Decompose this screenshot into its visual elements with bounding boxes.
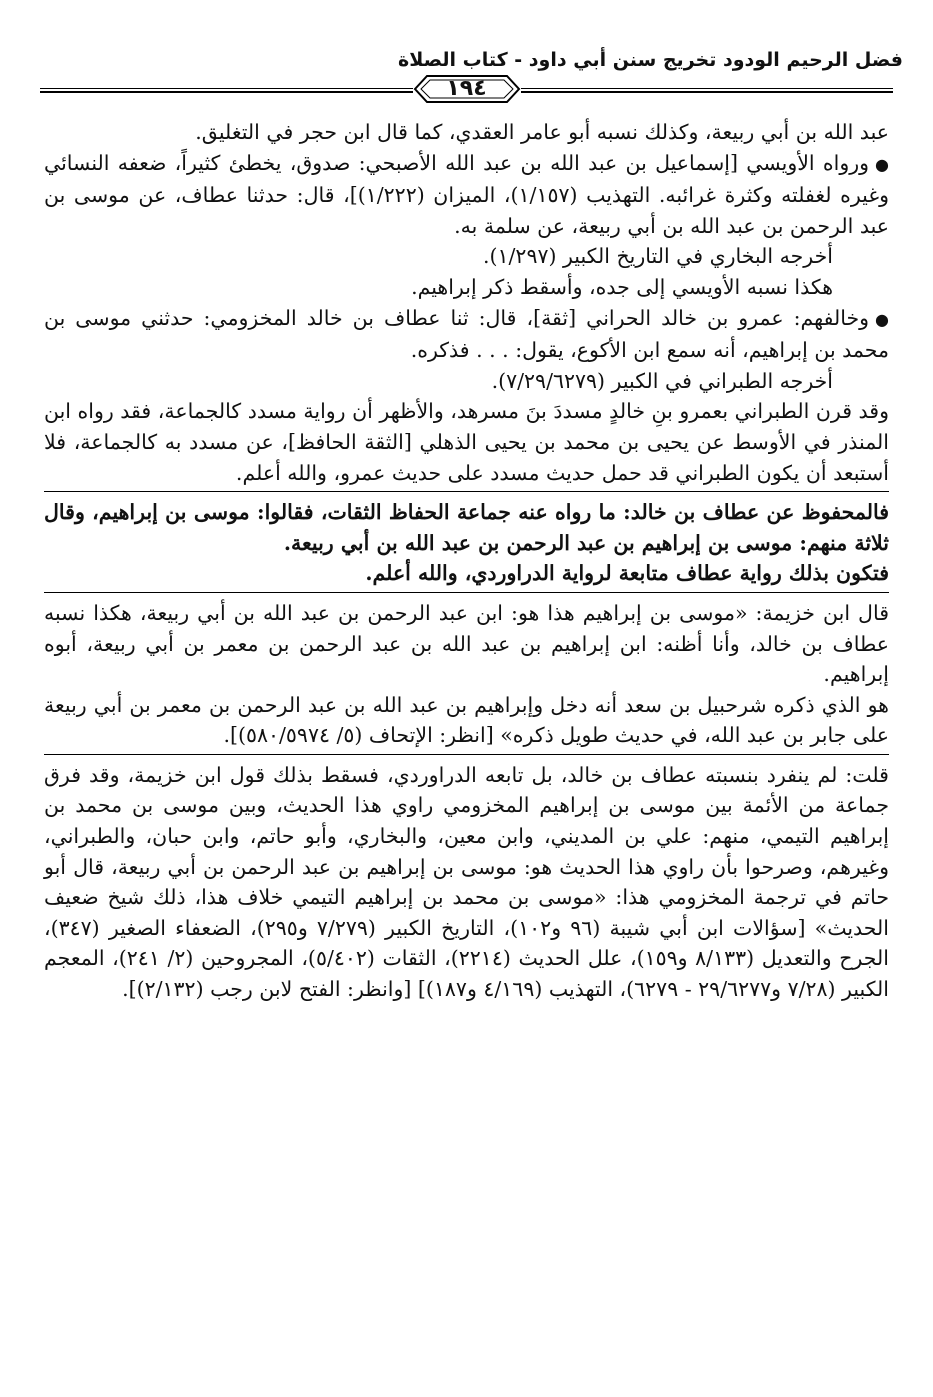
- paragraph-2-text: ورواه الأويسي [إسماعيل بن عبد الله بن عبد الله الأصبحي: صدوق، يخطئ كثيراً، ضعفه النسائي وغيره لغفلته وكثرة غرائبه. التهذيب (١/١٥٧)، الميزان (١/٢٢٢)]، قال: حدثنا عطاف، عن موسى بن عبد الرحمن بن عبد الله بن أبي ربيعة، عن سلمة به.: [44, 150, 889, 238]
- running-header-title: فضل الرحيم الودود تخريج سنن أبي داود - كتاب الصلاة: [398, 49, 903, 71]
- paragraph-2: [44, 148, 889, 242]
- paragraph-12: قلت: لم ينفرد بنسبته عطاف بن خالد، بل تابعه الدراوردي، فسقط بذلك قول ابن خزيمة، وقد فرق جماعة من الأئمة بين موسى بن إبراهيم المخزومي راوي هذا الحديث، وبين موسى بن محمد بن إبراهيم التيمي، منهم: علي بن المديني، وابن معين، والبخاري، وأبو حاتم، وابن حبان، والطبراني، وغيرهم، وصرحوا بأن راوي هذا الحديث هو: موسى بن إبراهيم بن عبد الرحمن بن أبي ربيعة، قال أبو حاتم في ترجمة المخزومي هذا: «موسى بن محمد بن إبراهيم التيمي خلاف هذا، ذلك شيخ ضعيف الحديث» [سؤالات ابن أبي شيبة (٩٦ و١٠٢)، التاريخ الكبير (٧/٢٧٩ و٢٩٥)، الضعفاء الصغير (٣٤٧)، الجرح والتعديل (٨/١٣٣ و١٥٩)، علل الحديث (٢٢١٤)، الثقات (٥/٤٠٢)، المجروحين (٢/ ٢٤١)، المعجم الكبير (٧/٢٨ و٢٩/٦٢٧٧ - ٦٢٧٩)، التهذيب (٤/١٦٩ و١٨٧)] [وانظر: الفتح لابن رجب (٢/١٣٢)].: [44, 754, 889, 1005]
- paragraph-6: أخرجه الطبراني في الكبير (٧/٢٩/٦٢٧٩).: [491, 368, 833, 393]
- paragraph-1: عبد الله بن أبي ربيعة، وكذلك نسبه أبو عامر العقدي، كما قال ابن حجر في التغليق.: [195, 120, 889, 144]
- paragraph-7: وقد قرن الطبراني بعمرو بنِ خالدٍ مسددَ بنَ مسرهد، والأظهر أن رواية مسدد كالجماعة، فقد رواه ابن المنذر في الأوسط عن يحيى بن محمد بن يحيى الذهلي [الثقة الحافظ]، عن مسدد به كالجماعة، فلا أستبعد أن يكون الطبراني قد حمل حديث مسدد على حديث عمرو، والله أعلم.: [44, 399, 889, 485]
- circle-bullet-icon: ●: [875, 309, 889, 329]
- page-number: ١٩٤: [446, 76, 487, 101]
- paragraph-5: [44, 303, 889, 366]
- paragraph-11: هو الذي ذكره شرحبيل بن سعد أنه دخل وإبراهيم بن عبد الله بن عبد الرحمن بن معمر بن أبي ربيعة على جابر بن عبد الله، في حديث طويل ذكره» [انظر: الإتحاف (٥/ ٥٨٠/٥٩٧٤)].: [44, 692, 889, 748]
- paragraph-8: فالمحفوظ عن عطاف بن خالد: ما رواه عنه جماعة الحفاظ الثقات، فقالوا: موسى بن إبراهيم، وقال ثلاثة منهم: موسى بن إبراهيم بن عبد الرحمن بن عبد الله بن أبي ربيعة.: [44, 491, 889, 558]
- paragraph-9: فتكون بذلك رواية عطاف متابعة لرواية الدراوردي، والله أعلم.: [365, 561, 889, 586]
- paragraph-10: قال ابن خزيمة: «موسى بن إبراهيم هذا هو: ابن عبد الرحمن بن عبد الله بن أبي ربيعة، هكذا نسبه عطاف بن خالد، وأنا أظنه: ابن إبراهيم بن عبد الله بن عبد الرحمن بن معمر بن أبي ربيعة، أبوه إبراهيم.: [44, 592, 889, 690]
- circle-bullet-icon: ●: [875, 154, 889, 174]
- page-body: [44, 117, 889, 1005]
- page-number-badge: [413, 72, 521, 106]
- paragraph-5-text: وخالفهم: عمرو بن خالد الحراني [ثقة]، قال: ثنا عطاف بن خالد المخزومي: حدثني موسى بن محمد بن إبراهيم، أنه سمع ابن الأكوع، يقول: . . . فذكره.: [44, 305, 889, 363]
- paragraph-3: أخرجه البخاري في التاريخ الكبير (١/٢٩٧).: [483, 244, 833, 269]
- paragraph-4: هكذا نسبه الأويسي إلى جده، وأسقط ذكر إبراهيم.: [411, 274, 833, 299]
